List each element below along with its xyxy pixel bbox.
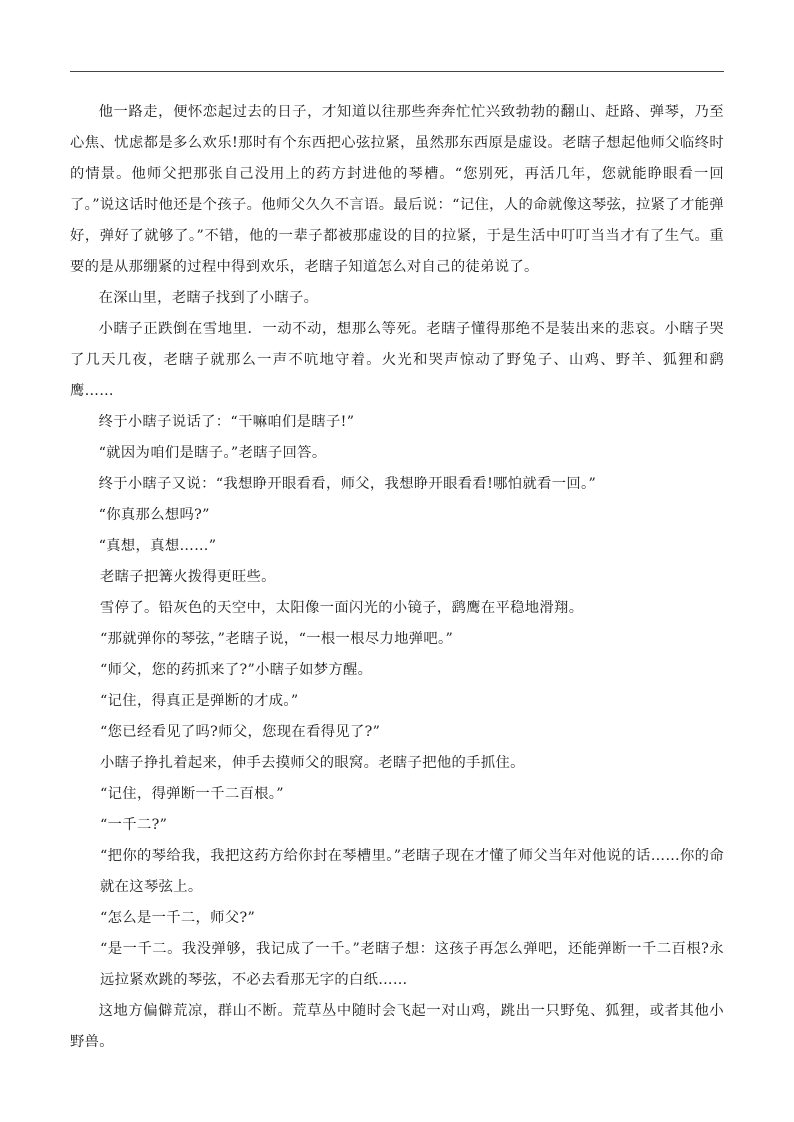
paragraph-1: 他一路走，便怀恋起过去的日子，才知道以往那些奔奔忙忙兴致勃勃的翻山、赶路、弹琴，乃至心焦、忧虑都是多么欢乐!那时有个东西把心弦拉紧，虽然那东西原是虚设。老瞎子想起他师父临终时的情景。他师父把那张自己没用上的药方封进他的琴槽。“您别死，再活几年，您就能睁眼看一回了。”说这话时他还是个孩子。他师父久久不言语。最后说：“记住，人的命就像这琴弦，拉紧了才能弹好，弹好了就够了。”不错，他的一辈子都被那虚设的目的拉紧，于是生活中叮叮当当才有了生气。重要的是从那绷紧的过程中得到欢乐，老瞎子知道怎么对自己的徒弟说了。	[70, 104, 724, 275]
paragraph-20: “是一千二。我没弹够，我记成了一千。”老瞎子想：这孩子再怎么弹吧，还能弹断一千二百根?永远拉紧欢跳的琴弦，不必去看那无字的白纸……	[100, 941, 724, 988]
paragraph-15: 小瞎子挣扎着起来，伸手去摸师父的眼窝。老瞎子把他的手抓住。	[100, 755, 525, 771]
paragraph-21: 这地方偏僻荒凉，群山不断。荒草丛中随时会飞起一对山鸡，跳出一只野兔、狐狸，或者其他小野兽。	[70, 1003, 724, 1050]
paragraph-7: “你真那么想吗?”	[98, 507, 210, 523]
paragraph-3: 小瞎子正跌倒在雪地里．一动不动，想那么等死。老瞎子懂得那绝不是装出来的悲哀。小瞎子哭了几天几夜，老瞎子就那么一声不吭地守着。火光和哭声惊动了野兔子、山鸡、野羊、狐狸和鹞鹰……	[70, 321, 724, 399]
paragraph-4: 终于小瞎子说话了：“干嘛咱们是瞎子!”	[98, 414, 355, 430]
paragraph-11: “那就弹你的琴弦，”老瞎子说，“一根一根尽力地弹吧。”	[100, 631, 454, 647]
paragraph-5: “就因为咱们是瞎子。”老瞎子回答。	[98, 445, 327, 461]
paragraph-13: “记住，得真正是弹断的才成。”	[100, 693, 299, 709]
paragraph-2: 在深山里，老瞎子找到了小瞎子。	[98, 290, 319, 306]
header-rule	[70, 71, 724, 72]
paragraph-16: “记住，得弹断一千二百根。”	[100, 786, 284, 802]
paragraph-14: “您已经看见了吗?师父，您现在看得见了?”	[100, 724, 381, 740]
paragraph-6: 终于小瞎子又说：“我想睁开眼看看，师父，我想睁开眼看看!哪怕就看一回。”	[98, 476, 597, 492]
paragraph-17: “一千二?”	[100, 817, 168, 833]
paragraph-10: 雪停了。铅灰色的天空中，太阳像一面闪光的小镜子，鹞鹰在平稳地滑翔。	[100, 600, 584, 616]
document-body	[70, 97, 724, 1058]
paragraph-8: “真想，真想……”	[98, 538, 217, 554]
paragraph-18: “把你的琴给我，我把这药方给你封在琴槽里。”老瞎子现在才懂了师父当年对他说的话……你的命就在这琴弦上。	[100, 848, 724, 895]
paragraph-9: 老瞎子把篝火拨得更旺些。	[100, 569, 276, 585]
paragraph-19: “怎么是一千二，师父?”	[100, 910, 256, 926]
paragraph-12: “师父，您的药抓来了?”小瞎子如梦方醒。	[100, 662, 373, 678]
